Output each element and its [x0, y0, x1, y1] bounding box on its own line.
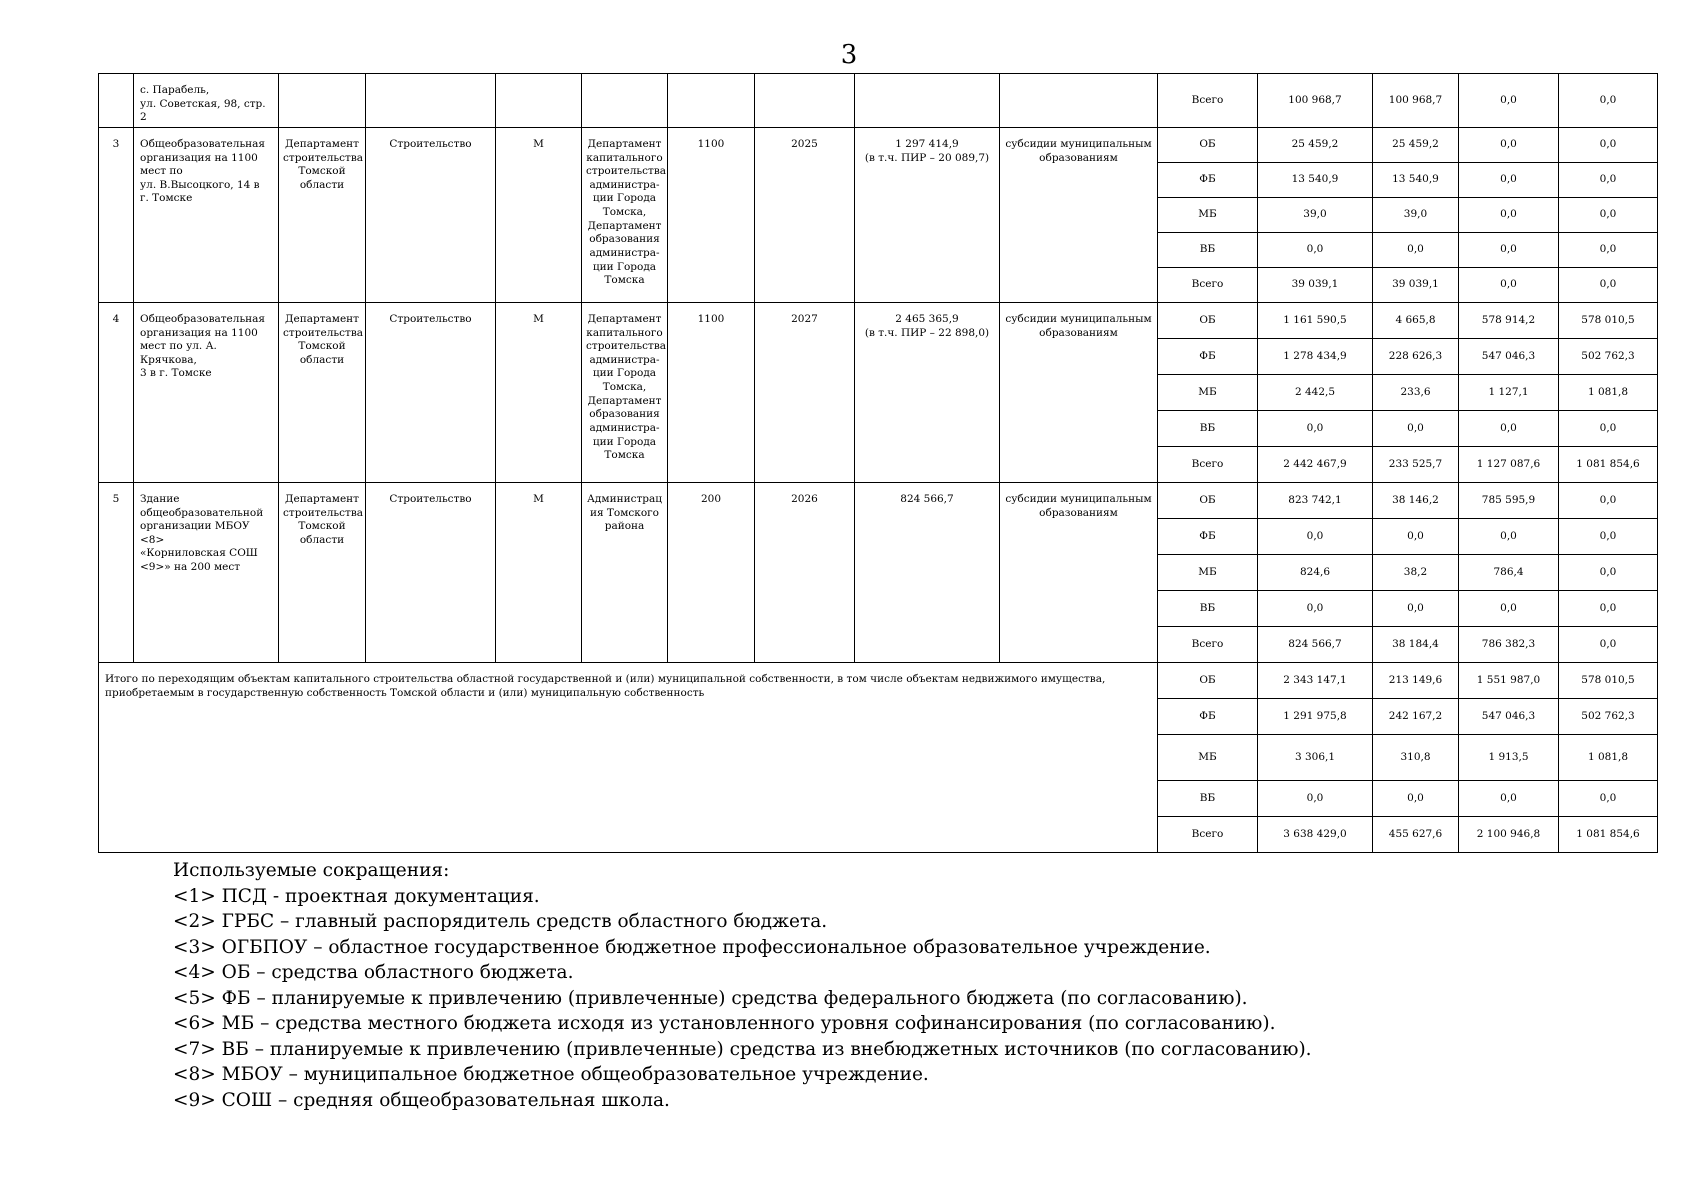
- fin-total: 823 742,1: [1258, 482, 1373, 518]
- year-cell: 2027: [755, 302, 855, 482]
- fin-total: 0,0: [1258, 410, 1373, 446]
- fin-total: 1 161 590,5: [1258, 302, 1373, 338]
- fin-year-2: 0,0: [1459, 518, 1559, 554]
- grbs-cell: Департамент строительства Томской области: [279, 302, 366, 482]
- fin-year-1: 39,0: [1373, 197, 1459, 232]
- row-number: 4: [99, 302, 134, 482]
- fin-total: 824 566,7: [1258, 626, 1373, 662]
- fin-year-1: 233,6: [1373, 374, 1459, 410]
- fin-year-1: 242 167,2: [1373, 698, 1459, 734]
- cost-cell: 824 566,7: [855, 482, 1000, 662]
- funding-form-cell: субсидии муниципальным образованиям: [1000, 482, 1158, 662]
- fin-year-3: 1 081,8: [1559, 374, 1658, 410]
- fin-year-3: 0,0: [1559, 232, 1658, 267]
- customer-cell: Департамент капитального строительства администра- ции Города Томска, Департамент образования администра- ции Города Томска: [582, 127, 668, 302]
- ownership-cell: [496, 74, 582, 128]
- fin-year-3: 1 081 854,6: [1559, 446, 1658, 482]
- fin-year-3: 1 081 854,6: [1559, 816, 1658, 852]
- fin-year-2: 0,0: [1459, 232, 1559, 267]
- fin-year-2: 786,4: [1459, 554, 1559, 590]
- fin-source: ФБ: [1158, 338, 1258, 374]
- ownership-cell: М: [496, 302, 582, 482]
- fin-year-2: 547 046,3: [1459, 338, 1559, 374]
- fin-total: 2 442 467,9: [1258, 446, 1373, 482]
- fin-total: 2 442,5: [1258, 374, 1373, 410]
- fin-year-2: 0,0: [1459, 780, 1559, 816]
- fin-year-3: 0,0: [1559, 554, 1658, 590]
- fin-source: Всего: [1158, 267, 1258, 302]
- fin-total: 39 039,1: [1258, 267, 1373, 302]
- grbs-cell: [279, 74, 366, 128]
- row-number: 3: [99, 127, 134, 302]
- row-number: 5: [99, 482, 134, 662]
- fin-year-1: 0,0: [1373, 518, 1459, 554]
- table-row: [99, 662, 1658, 698]
- fin-total: 1 291 975,8: [1258, 698, 1373, 734]
- fin-source: Всего: [1158, 816, 1258, 852]
- fin-source: ОБ: [1158, 127, 1258, 162]
- fin-year-3: 0,0: [1559, 127, 1658, 162]
- note-item: <4> ОБ – средства областного бюджета.: [173, 962, 574, 983]
- fin-year-1: 213 149,6: [1373, 662, 1459, 698]
- fin-total: 39,0: [1258, 197, 1373, 232]
- note-item: <1> ПСД - проектная документация.: [173, 885, 540, 907]
- fin-total: 25 459,2: [1258, 127, 1373, 162]
- fin-year-2: 0,0: [1459, 162, 1559, 197]
- year-cell: 2026: [755, 482, 855, 662]
- fin-total: 1 278 434,9: [1258, 338, 1373, 374]
- fin-year-3: 0,0: [1559, 626, 1658, 662]
- object-name: с. Парабель, ул. Советская, 98, стр. 2: [134, 74, 279, 128]
- fin-year-3: 502 762,3: [1559, 698, 1658, 734]
- fin-year-3: 1 081,8: [1559, 734, 1658, 780]
- cost-cell: 1 297 414,9 (в т.ч. ПИР – 20 089,7): [855, 127, 1000, 302]
- table-row: [99, 127, 1658, 162]
- fin-source: Всего: [1158, 626, 1258, 662]
- cost-cell: 2 465 365,9 (в т.ч. ПИР – 22 898,0): [855, 302, 1000, 482]
- fin-total: 0,0: [1258, 780, 1373, 816]
- notes-heading: Используемые сокращения:: [173, 860, 450, 881]
- customer-cell: Администрац ия Томского района: [582, 482, 668, 662]
- fin-total: 2 343 147,1: [1258, 662, 1373, 698]
- year-cell: [755, 74, 855, 128]
- fin-year-3: 0,0: [1559, 410, 1658, 446]
- row-number: [99, 74, 134, 128]
- fin-year-2: 1 913,5: [1459, 734, 1559, 780]
- work-type-cell: Строительство: [366, 127, 496, 302]
- work-type-cell: [366, 74, 496, 128]
- fin-year-1: 38 146,2: [1373, 482, 1459, 518]
- fin-year-3: 0,0: [1559, 780, 1658, 816]
- object-name: Общеобразовательная организация на 1100 мест по ул. А. Крячкова, 3 в г. Томске: [134, 302, 279, 482]
- fin-year-2: 1 127,1: [1459, 374, 1559, 410]
- fin-total: 13 540,9: [1258, 162, 1373, 197]
- grbs-cell: Департамент строительства Томской области: [279, 127, 366, 302]
- fin-year-1: 100 968,7: [1373, 74, 1459, 128]
- abbreviations-notes: [173, 858, 1312, 1113]
- fin-source: ОБ: [1158, 482, 1258, 518]
- fin-year-3: 0,0: [1559, 590, 1658, 626]
- table-row: [99, 482, 1658, 518]
- fin-year-3: 0,0: [1559, 518, 1658, 554]
- fin-source: ВБ: [1158, 780, 1258, 816]
- fin-year-1: 39 039,1: [1373, 267, 1459, 302]
- fin-total: 824,6: [1258, 554, 1373, 590]
- table-row: [99, 74, 1658, 128]
- capacity-cell: 200: [668, 482, 755, 662]
- work-type-cell: Строительство: [366, 302, 496, 482]
- fin-total: 3 306,1: [1258, 734, 1373, 780]
- table-row: [99, 302, 1658, 338]
- note-item: <9> СОШ – средняя общеобразовательная школа.: [173, 1089, 670, 1111]
- capacity-cell: 1100: [668, 302, 755, 482]
- fin-source: ФБ: [1158, 162, 1258, 197]
- fin-source: МБ: [1158, 374, 1258, 410]
- funding-form-cell: субсидии муниципальным образованиям: [1000, 127, 1158, 302]
- fin-year-3: 0,0: [1559, 267, 1658, 302]
- fin-year-1: 0,0: [1373, 590, 1459, 626]
- work-type-cell: Строительство: [366, 482, 496, 662]
- fin-source: МБ: [1158, 734, 1258, 780]
- fin-year-1: 233 525,7: [1373, 446, 1459, 482]
- note-item: <3> ОГБПОУ – областное государственное бюджетное профессиональное образовательное учреждение.: [173, 936, 1211, 958]
- fin-year-3: 0,0: [1559, 197, 1658, 232]
- object-name: Здание общеобразовательной организации МБОУ <8> «Корниловская СОШ <9>» на 200 мест: [134, 482, 279, 662]
- fin-year-1: 25 459,2: [1373, 127, 1459, 162]
- fin-year-1: 13 540,9: [1373, 162, 1459, 197]
- fin-year-2: 0,0: [1459, 127, 1559, 162]
- fin-total: 0,0: [1258, 518, 1373, 554]
- fin-year-2: 2 100 946,8: [1459, 816, 1559, 852]
- fin-source: Всего: [1158, 74, 1258, 128]
- grbs-cell: Департамент строительства Томской области: [279, 482, 366, 662]
- capital-construction-table: [98, 73, 1658, 853]
- funding-form-cell: субсидии муниципальным образованиям: [1000, 302, 1158, 482]
- page-number: 3: [840, 40, 858, 70]
- ownership-cell: М: [496, 127, 582, 302]
- fin-source: МБ: [1158, 554, 1258, 590]
- fin-source: ВБ: [1158, 590, 1258, 626]
- fin-total: 3 638 429,0: [1258, 816, 1373, 852]
- note-item: <5> ФБ – планируемые к привлечению (привлеченные) средства федерального бюджета (по согласованию).: [173, 987, 1248, 1009]
- fin-year-3: 578 010,5: [1559, 302, 1658, 338]
- fin-source: ОБ: [1158, 662, 1258, 698]
- capacity-cell: 1100: [668, 127, 755, 302]
- fin-source: МБ: [1158, 197, 1258, 232]
- fin-source: ФБ: [1158, 698, 1258, 734]
- fin-year-2: 0,0: [1459, 590, 1559, 626]
- fin-source: Всего: [1158, 446, 1258, 482]
- fin-year-3: 0,0: [1559, 74, 1658, 128]
- fin-total: 0,0: [1258, 232, 1373, 267]
- cost-cell: [855, 74, 1000, 128]
- fin-total: 100 968,7: [1258, 74, 1373, 128]
- fin-year-1: 0,0: [1373, 232, 1459, 267]
- note-item: <6> МБ – средства местного бюджета исходя из установленного уровня софинансирования (по согласованию).: [173, 1013, 1276, 1034]
- funding-form-cell: [1000, 74, 1158, 128]
- fin-total: 0,0: [1258, 590, 1373, 626]
- fin-year-1: 228 626,3: [1373, 338, 1459, 374]
- fin-year-2: 1 551 987,0: [1459, 662, 1559, 698]
- fin-year-2: 785 595,9: [1459, 482, 1559, 518]
- fin-year-1: 38,2: [1373, 554, 1459, 590]
- capacity-cell: [668, 74, 755, 128]
- fin-source: ОБ: [1158, 302, 1258, 338]
- fin-year-2: 0,0: [1459, 410, 1559, 446]
- fin-year-1: 310,8: [1373, 734, 1459, 780]
- note-item: <2> ГРБС – главный распорядитель средств областного бюджета.: [173, 911, 828, 932]
- fin-source: ФБ: [1158, 518, 1258, 554]
- fin-year-2: 0,0: [1459, 267, 1559, 302]
- fin-year-1: 0,0: [1373, 410, 1459, 446]
- ownership-cell: М: [496, 482, 582, 662]
- fin-year-1: 4 665,8: [1373, 302, 1459, 338]
- fin-year-3: 502 762,3: [1559, 338, 1658, 374]
- object-name: Общеобразовательная организация на 1100 мест по ул. В.Высоцкого, 14 в г. Томске: [134, 127, 279, 302]
- fin-year-3: 0,0: [1559, 162, 1658, 197]
- fin-year-2: 1 127 087,6: [1459, 446, 1559, 482]
- fin-source: ВБ: [1158, 232, 1258, 267]
- fin-year-3: 0,0: [1559, 482, 1658, 518]
- fin-year-2: 0,0: [1459, 74, 1559, 128]
- fin-year-2: 786 382,3: [1459, 626, 1559, 662]
- note-item: <8> МБОУ – муниципальное бюджетное общеобразовательное учреждение.: [173, 1064, 929, 1085]
- fin-year-2: 578 914,2: [1459, 302, 1559, 338]
- customer-cell: [582, 74, 668, 128]
- note-item: <7> ВБ – планируемые к привлечению (привлеченные) средства из внебюджетных источников (по согласованию).: [173, 1038, 1312, 1060]
- fin-year-1: 455 627,6: [1373, 816, 1459, 852]
- year-cell: 2025: [755, 127, 855, 302]
- fin-year-3: 578 010,5: [1559, 662, 1658, 698]
- customer-cell: Департамент капитального строительства администра- ции Города Томска, Департамент образования администра- ции Города Томска: [582, 302, 668, 482]
- fin-year-1: 0,0: [1373, 780, 1459, 816]
- fin-year-2: 547 046,3: [1459, 698, 1559, 734]
- fin-source: ВБ: [1158, 410, 1258, 446]
- fin-year-1: 38 184,4: [1373, 626, 1459, 662]
- total-label: Итого по переходящим объектам капитального строительства областной государственной и (или) муниципальной собственности, в том числе объектам недвижимого имущества, приобретаемым в государственную собственность Томской области и (или) муниципальную собственность: [99, 662, 1158, 852]
- fin-year-2: 0,0: [1459, 197, 1559, 232]
